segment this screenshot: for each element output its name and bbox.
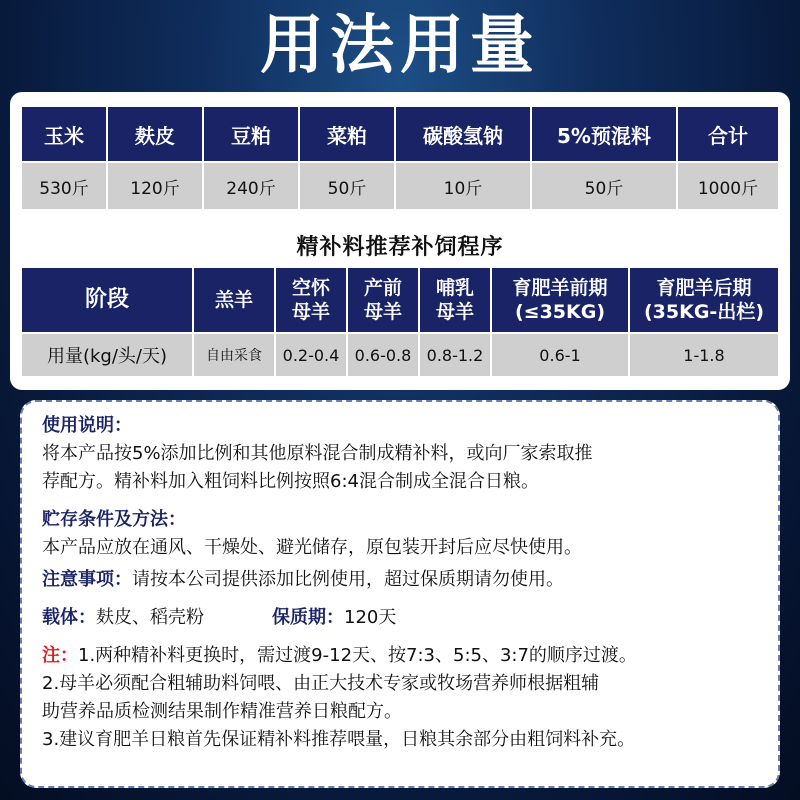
note-item-1: 1.两种精补料更换时，需过渡9-12天、按7:3、5:5、3:7的顺序过渡。 (78, 645, 637, 666)
note-item-2: 2.母羊必须配合粗辅助料饲喂、由正大技术专家或牧场营养师根据粗辅 (42, 673, 600, 694)
feeding-header-cell: 育肥羊后期 (35KG-出栏) (629, 267, 779, 333)
formula-header-cell: 麸皮 (107, 106, 203, 162)
feeding-table (20, 266, 780, 378)
feeding-value-cell: 1-1.8 (629, 333, 779, 377)
usage-title: 使用说明： (42, 415, 132, 436)
carrier-text: 麸皮、稻壳粉 (96, 607, 204, 628)
feeding-value-cell: 自由采食 (193, 333, 275, 377)
note-title: 注： (42, 645, 78, 666)
feeding-header-cell: 育肥羊前期 (≤35KG) (491, 267, 629, 333)
feeding-value-cell: 0.6-0.8 (347, 333, 419, 377)
formula-value-cell: 10斤 (395, 162, 531, 210)
caution-title: 注意事项： (42, 569, 132, 590)
formula-header-cell: 菜粕 (299, 106, 395, 162)
feeding-header-cell: 哺乳 母羊 (419, 267, 491, 333)
formula-value-row (21, 162, 779, 210)
formula-value-cell: 1000斤 (677, 162, 779, 210)
note-item-2-cont: 助营养品质检测结果制作精准营养日粮配方。 (42, 701, 402, 722)
feeding-header-cell: 羔羊 (193, 267, 275, 333)
formula-header-row (21, 106, 779, 162)
feeding-value-cell: 0.6-1 (491, 333, 629, 377)
formula-value-cell: 50斤 (299, 162, 395, 210)
formula-header-cell: 碳酸氢钠 (395, 106, 531, 162)
formula-value-cell: 530斤 (21, 162, 107, 210)
formula-header-cell: 玉米 (21, 106, 107, 162)
feeding-value-cell: 0.2-0.4 (275, 333, 347, 377)
feeding-header-cell: 空怀 母羊 (275, 267, 347, 333)
usage-text-line: 将本产品按5%添加比例和其他原料混合制成精补料，或向厂家索取推 (42, 443, 593, 464)
shelf-life-text: 120天 (344, 607, 397, 628)
storage-text: 本产品应放在通风、干燥处、避光储存，原包装开封后应尽快使用。 (42, 537, 582, 558)
instructions-box (20, 400, 780, 788)
page-title: 用法用量 (260, 8, 540, 83)
feeding-header-cell: 产前 母羊 (347, 267, 419, 333)
dosage-row-label: 用量(kg/头/天) (21, 333, 193, 377)
formula-header-cell: 5%预混料 (531, 106, 677, 162)
formula-value-cell: 120斤 (107, 162, 203, 210)
storage-title: 贮存条件及方法： (42, 509, 186, 530)
feeding-header-row (21, 267, 779, 333)
formula-value-cell: 240斤 (203, 162, 299, 210)
formula-header-cell: 合计 (677, 106, 779, 162)
shelf-life-title: 保质期： (272, 607, 344, 628)
formula-value-cell: 50斤 (531, 162, 677, 210)
feeding-value-row (21, 333, 779, 377)
carrier-title: 载体： (42, 607, 96, 628)
note-item-3: 3.建议育肥羊日粮首先保证精补料推荐喂量，日粮其余部分由粗饲料补充。 (42, 729, 636, 750)
feeding-program-title: 精补料推荐补饲程序 (296, 235, 504, 260)
stage-header: 阶段 (21, 267, 193, 333)
feeding-value-cell: 0.8-1.2 (419, 333, 491, 377)
formula-header-cell: 豆粕 (203, 106, 299, 162)
formula-table (20, 105, 780, 211)
usage-text-line: 荐配方。精补料加入粗饲料比例按照6:4混合制成全混合日粮。 (42, 471, 539, 492)
caution-text: 请按本公司提供添加比例使用，超过保质期请勿使用。 (132, 569, 564, 590)
